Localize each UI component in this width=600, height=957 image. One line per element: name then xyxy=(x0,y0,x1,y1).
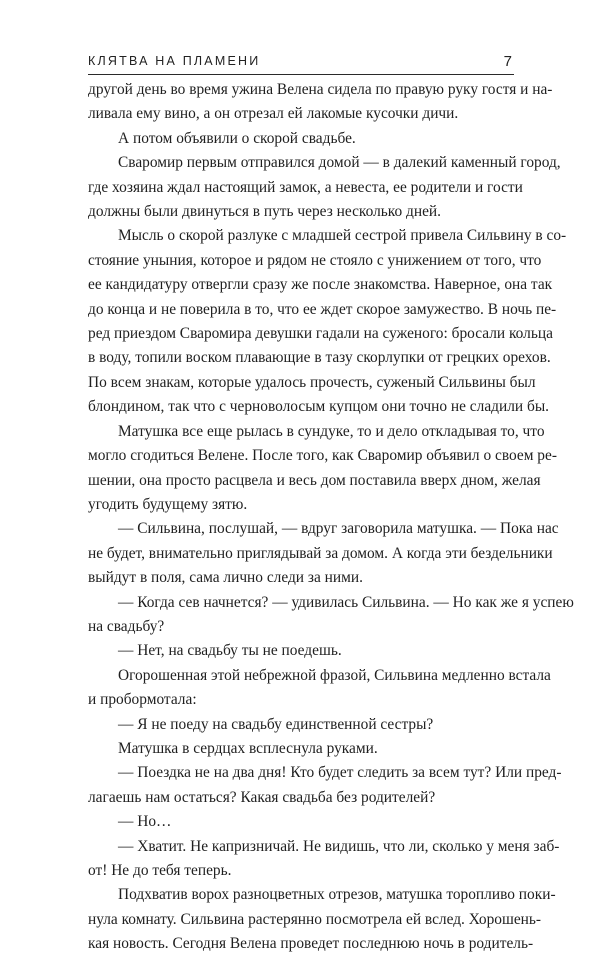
text-line: до конца и не поверила в то, что ее ждет скорое замужество. В ночь пе- xyxy=(88,300,557,318)
text-line: ред приездом Сваромира девушки гадали на суженого: бросали кольца xyxy=(88,325,553,343)
text-line: — Хватит. Не капризничай. Не видишь, что ли, сколько у меня заб- xyxy=(118,837,560,855)
text-line: Подхватив ворох разноцветных отрезов, матушка торопливо поки- xyxy=(118,886,556,904)
text-line: — Поездка не на два дня! Кто будет следить за всем тут? Или пред- xyxy=(118,764,562,782)
text-line: Матушка все еще рылась в сундуке, то и дело откладывая то, что xyxy=(118,422,545,440)
text-line: блондином, так что с черноволосым купцом они точно не сладили бы. xyxy=(88,398,550,416)
text-line: могло сгодиться Велене. После того, как Сваромир объявил о своем ре- xyxy=(88,447,557,465)
text-line: в воду, топили воском плавающие в тазу скорлупки от грецких орехов. xyxy=(88,349,551,367)
text-line: нула комнату. Сильвина растерянно посмотрела ей вслед. Хорошень- xyxy=(88,910,542,928)
page-header xyxy=(88,46,514,75)
text-line: Матушка в сердцах всплеснула руками. xyxy=(118,739,378,757)
text-line: — Когда сев начнется? — удивилась Сильвина. — Но как же я успею xyxy=(118,593,574,611)
text-line: — Нет, на свадьбу ты не поедешь. xyxy=(118,642,342,660)
text-line: — Но… xyxy=(118,813,172,831)
text-line: По всем знакам, которые удалось прочесть, суженый Сильвины был xyxy=(88,373,536,391)
text-line: другой день во время ужина Велена сидела по правую руку гостя и на- xyxy=(88,81,553,98)
text-line: А потом объявили о скорой свадьбе. xyxy=(118,129,356,147)
text-line: угодить будущему зятю. xyxy=(88,495,248,513)
text-line: Огорошенная этой небрежной фразой, Сильвина медленно встала xyxy=(118,666,551,684)
text-line: выйдут в поля, сама лично следи за ними. xyxy=(88,569,363,587)
text-line: ее кандидатуру отвергли сразу же после знакомства. Наверное, она так xyxy=(88,276,553,294)
text-line: должны были двинуться в путь через несколько дней. xyxy=(88,203,442,221)
body-text xyxy=(88,78,574,957)
text-line: Мысль о скорой разлуке с младшей сестрой привела Сильвину в со- xyxy=(118,227,567,245)
text-line: лагаешь нам остаться? Какая свадьба без родителей? xyxy=(88,788,436,806)
running-title: КЛЯТВА НА ПЛАМЕНИ xyxy=(88,54,261,68)
text-line: где хозяина ждал настоящий замок, а невеста, ее родители и гости xyxy=(88,178,523,196)
text-line: стояние уныния, которое и рядом не стояло с унижением от того, что xyxy=(88,251,542,269)
text-line: от! Не до тебя теперь. xyxy=(88,862,232,879)
text-line: на свадьбу? xyxy=(88,617,165,635)
text-line: шении, она просто расцвела и весь дом поставила вверх дном, желая xyxy=(88,471,541,489)
text-line: и пробормотала: xyxy=(88,691,197,709)
text-line: не будет, внимательно приглядывай за домом. А когда эти бездельники xyxy=(88,544,553,562)
text-line: — Сильвина, послушай, — вдруг заговорила матушка. — Пока нас xyxy=(118,520,559,538)
text-line: кая новость. Сегодня Велена проведет последнюю ночь в родитель- xyxy=(88,935,534,953)
text-line: ливала ему вино, а он отрезал ей лакомые кусочки дичи. xyxy=(88,105,459,123)
text-line: Сваромир первым отправился домой — в далекий каменный город, xyxy=(118,154,561,172)
text-line: — Я не поеду на свадьбу единственной сестры? xyxy=(118,715,434,733)
page-number: 7 xyxy=(503,53,512,70)
